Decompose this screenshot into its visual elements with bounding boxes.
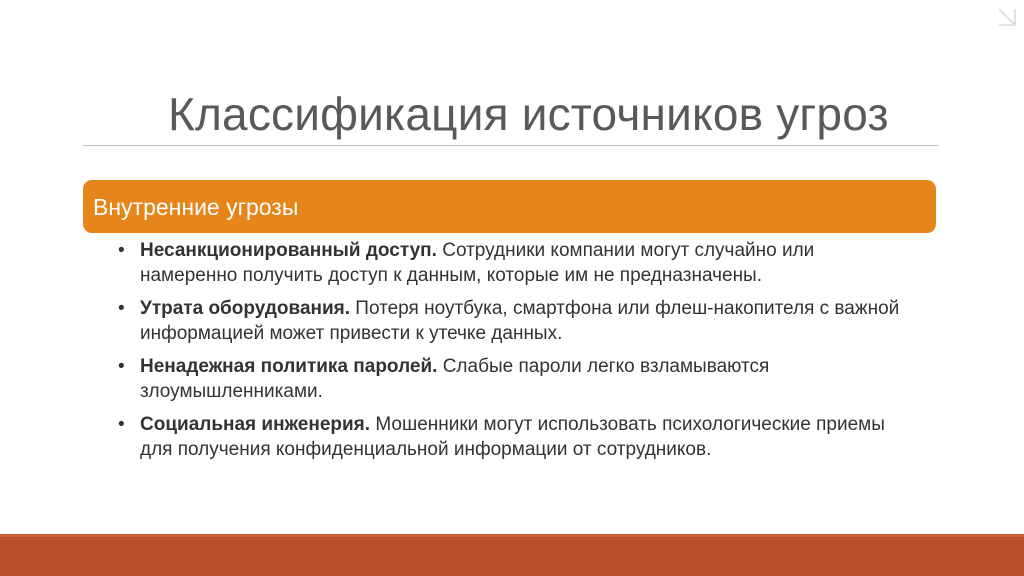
bullet-term: Несанкционированный доступ. <box>140 240 437 261</box>
bullet-text: Потеря ноутбука, смартфона или флеш-накопителя с важной информацией может привести к утечке данных. <box>140 298 900 344</box>
bullet-dot-icon: • <box>118 356 125 377</box>
bullet-item-equipment-loss <box>116 296 906 346</box>
bullet-term: Ненадежная политика паролей. <box>140 356 438 377</box>
bullet-text: Мошенники могут использовать психологические приемы для получения конфиденциальной информации от сотрудников. <box>140 414 885 460</box>
bullet-item-unauthorized-access <box>116 238 906 288</box>
footer-band <box>0 534 1024 576</box>
section-banner-label: Внутренние угрозы <box>93 193 299 220</box>
bullet-dot-icon: • <box>118 298 125 319</box>
title-divider <box>83 145 938 146</box>
bullet-text: Сотрудники компании могут случайно или намеренно получить доступ к данным, которые им не предназначены. <box>140 240 815 286</box>
corner-arrow-icon <box>996 6 1018 28</box>
bullet-item-social-engineering <box>116 412 906 462</box>
bullet-dot-icon: • <box>118 240 125 261</box>
threat-bullet-list <box>116 238 906 470</box>
footer-band-edge <box>0 534 1024 537</box>
bullet-text: Слабые пароли легко взламываются злоумышленниками. <box>140 356 770 402</box>
section-banner-internal-threats <box>83 180 936 233</box>
slide-title: Классификация источников угроз <box>168 88 889 140</box>
bullet-item-weak-password-policy <box>116 354 906 404</box>
bullet-term: Социальная инженерия. <box>140 414 371 435</box>
bullet-dot-icon: • <box>118 414 125 435</box>
bullet-term: Утрата оборудования. <box>140 298 351 319</box>
